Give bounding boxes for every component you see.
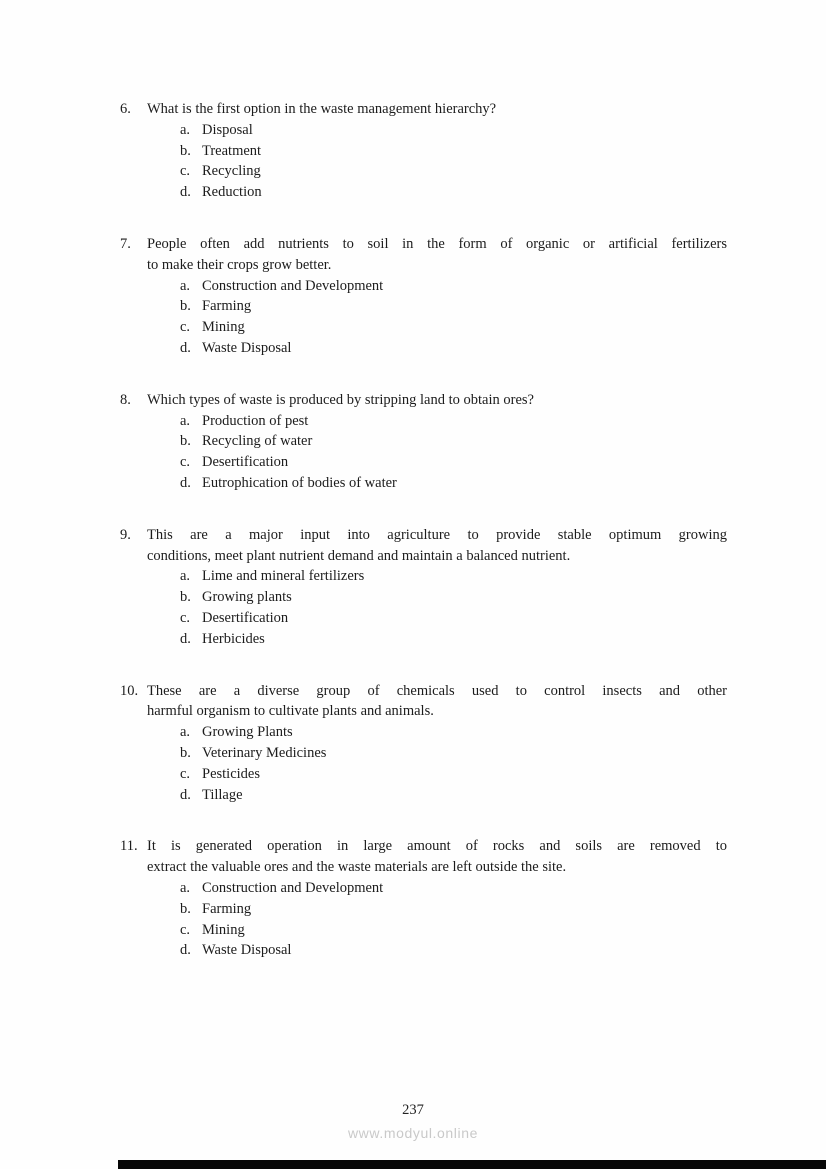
option-text: Mining [202, 319, 245, 336]
option-letter: c. [180, 454, 191, 471]
question-9 [120, 525, 727, 650]
option-letter: b. [180, 142, 191, 159]
option-text: Mining [202, 921, 245, 938]
option [180, 276, 727, 297]
option-text: Lime and mineral fertilizers [202, 568, 365, 585]
option [180, 161, 727, 182]
option-letter: b. [180, 744, 191, 761]
question-text-line: extract the valuable ores and the waste materials are left outside the site. [147, 859, 567, 876]
option [180, 629, 727, 650]
option [180, 920, 727, 941]
option [180, 141, 727, 162]
question-body [147, 836, 727, 961]
question-text-line: to make their crops grow better. [147, 256, 332, 273]
option-letter: a. [180, 412, 191, 429]
option-letter: a. [180, 724, 191, 741]
option-letter: c. [180, 609, 191, 626]
option-text: Growing Plants [202, 724, 293, 741]
option-letter: b. [180, 433, 191, 450]
options-list [180, 566, 727, 649]
options-list [180, 411, 727, 494]
option [180, 431, 727, 452]
watermark: www.modyul.online [347, 1125, 479, 1141]
question-row [120, 525, 727, 650]
option [180, 411, 727, 432]
question-body [147, 99, 727, 203]
question-text-line: It is generated operation in large amount of rocks and soils are removed to [147, 838, 727, 855]
question-text-line: This are a major input into agriculture to provide stable optimum growing [147, 526, 727, 543]
question-number: 9. [120, 526, 131, 543]
option-text: Tillage [202, 786, 243, 803]
option-letter: d. [180, 786, 191, 803]
question-number: 7. [120, 235, 131, 252]
option [180, 764, 727, 785]
question-text-line: harmful organism to cultivate plants and animals. [147, 703, 434, 720]
option-letter: b. [180, 589, 191, 606]
option [180, 878, 727, 899]
option-text: Reduction [202, 184, 262, 201]
question-8 [120, 390, 727, 494]
option-text: Eutrophication of bodies of water [202, 474, 397, 491]
option [180, 722, 727, 743]
question-body [147, 525, 727, 650]
option-letter: c. [180, 921, 191, 938]
option-text: Treatment [202, 142, 262, 159]
option-letter: d. [180, 339, 191, 356]
option [180, 452, 727, 473]
question-body [147, 390, 727, 494]
option-letter: c. [180, 765, 191, 782]
option [180, 743, 727, 764]
options-list [180, 722, 727, 805]
option-letter: a. [180, 121, 191, 138]
option-text: Waste Disposal [202, 942, 292, 959]
question-text-line: People often add nutrients to soil in the form of organic or artificial fertilizers [147, 235, 727, 252]
option-letter: d. [180, 630, 191, 647]
option-text: Desertification [202, 454, 289, 471]
options-list [180, 120, 727, 203]
quiz-content [120, 99, 727, 992]
option-text: Production of pest [202, 412, 309, 429]
option [180, 785, 727, 806]
option-letter: d. [180, 474, 191, 491]
option-text: Construction and Development [202, 277, 384, 294]
question-11 [120, 836, 727, 961]
option-text: Recycling [202, 163, 261, 180]
option [180, 566, 727, 587]
option-letter: b. [180, 900, 191, 917]
bottom-black-bar [118, 1160, 826, 1169]
question-row [120, 681, 727, 806]
question-text-line: Which types of waste is produced by stripping land to obtain ores? [147, 391, 534, 408]
question-text-line: These are a diverse group of chemicals used to control insects and other [147, 682, 727, 699]
option-text: Recycling of water [202, 433, 313, 450]
option [180, 473, 727, 494]
question-row [120, 234, 727, 359]
option-text: Pesticides [202, 765, 260, 782]
option-text: Waste Disposal [202, 339, 292, 356]
question-text-line: conditions, meet plant nutrient demand and maintain a balanced nutrient. [147, 547, 571, 564]
option-letter: a. [180, 568, 191, 585]
page-number: 237 [402, 1102, 424, 1118]
option-text: Disposal [202, 121, 253, 138]
question-number: 11. [120, 838, 138, 855]
options-list [180, 878, 727, 961]
question-7 [120, 234, 727, 359]
option-text: Desertification [202, 609, 289, 626]
option-letter: d. [180, 942, 191, 959]
option-letter: a. [180, 879, 191, 896]
option [180, 608, 727, 629]
option [180, 899, 727, 920]
question-10 [120, 681, 727, 806]
question-row [120, 99, 727, 203]
option [180, 296, 727, 317]
option [180, 317, 727, 338]
option-text: Farming [202, 298, 252, 315]
option [180, 338, 727, 359]
option [180, 940, 727, 961]
question-number: 8. [120, 391, 131, 408]
option-letter: c. [180, 163, 191, 180]
option-letter: d. [180, 184, 191, 201]
option [180, 182, 727, 203]
question-text-line: What is the first option in the waste management hierarchy? [147, 101, 497, 117]
question-row [120, 390, 727, 494]
question-number: 6. [120, 101, 131, 117]
option-letter: c. [180, 319, 191, 336]
question-number: 10. [120, 682, 139, 699]
option-text: Veterinary Medicines [202, 744, 327, 761]
option-text: Construction and Development [202, 879, 384, 896]
option-text: Farming [202, 900, 252, 917]
option [180, 120, 727, 141]
question-6 [120, 99, 727, 203]
question-row [120, 836, 727, 961]
option-text: Growing plants [202, 589, 292, 606]
option-text: Herbicides [202, 630, 265, 647]
option-letter: b. [180, 298, 191, 315]
question-body [147, 234, 727, 359]
options-list [180, 276, 727, 359]
question-body [147, 681, 727, 806]
option [180, 587, 727, 608]
option-letter: a. [180, 277, 191, 294]
